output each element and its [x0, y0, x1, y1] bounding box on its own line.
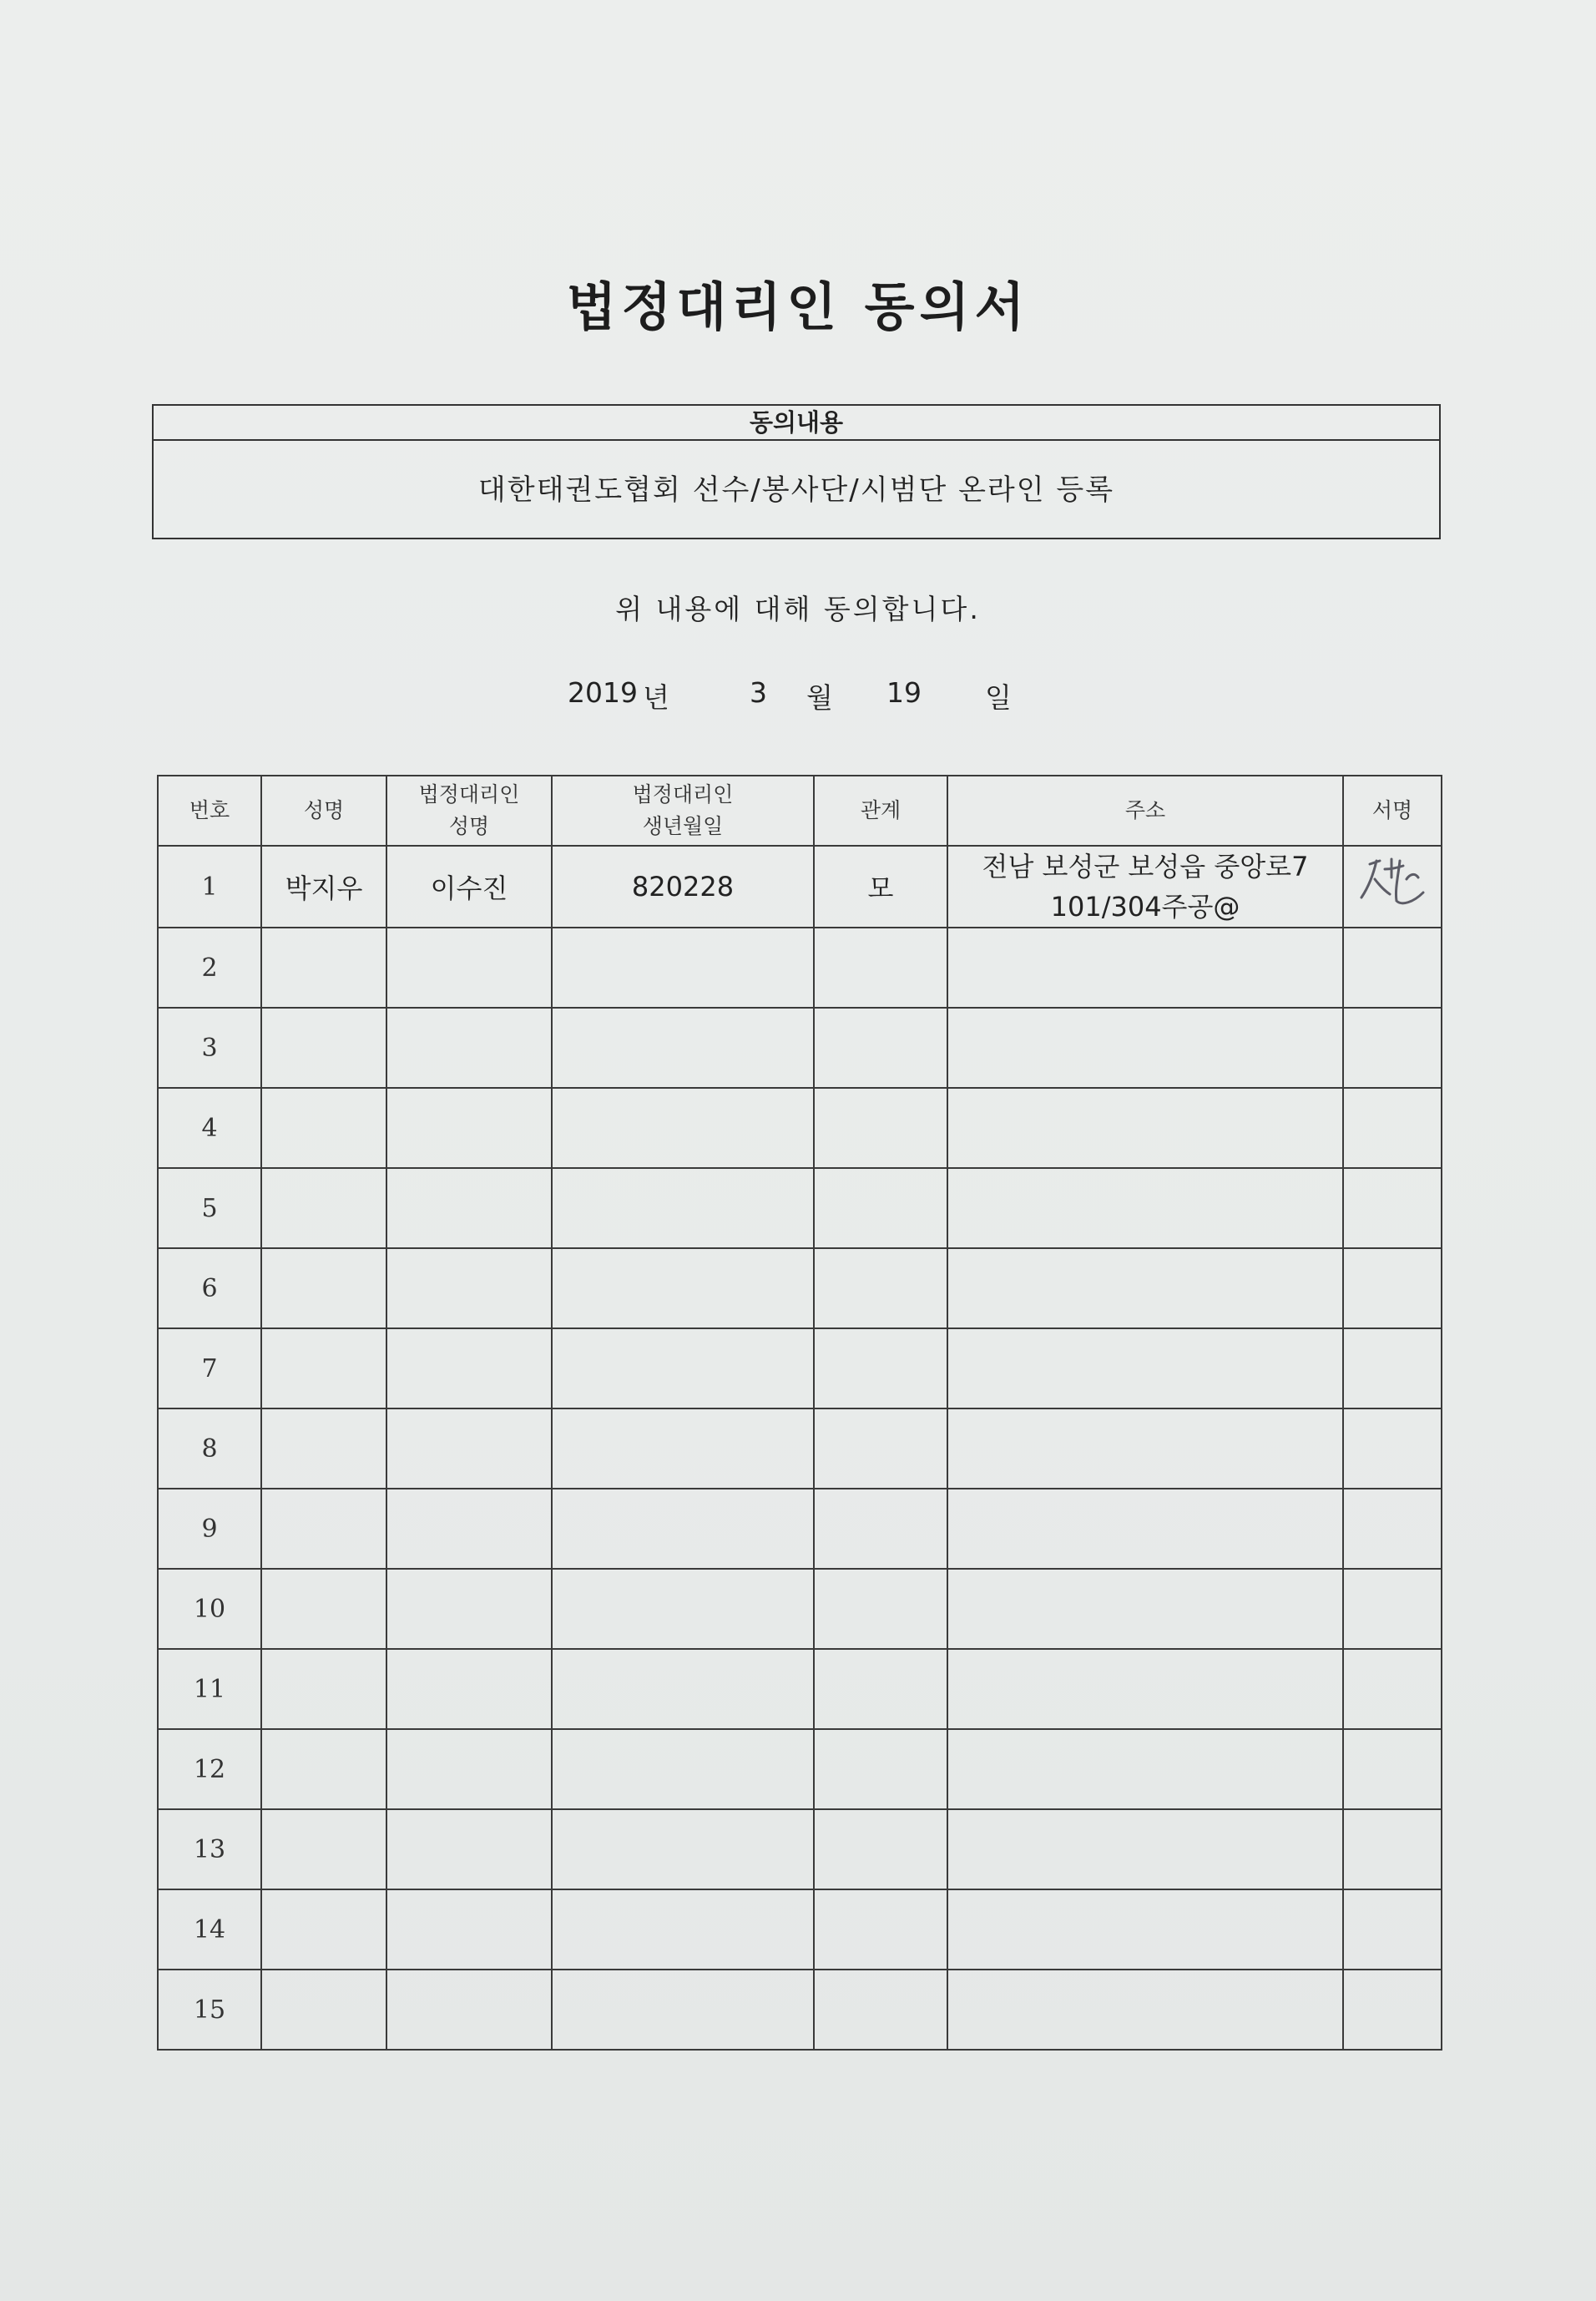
cell-guardian-birth	[552, 1489, 814, 1569]
handwritten-signature-icon	[1355, 854, 1430, 913]
table-header-row	[158, 776, 1442, 846]
cell-guardian-name: 이수진	[386, 846, 552, 928]
cell-signature	[1343, 1408, 1442, 1489]
cell-name: 박지우	[261, 846, 386, 928]
cell-number: 9	[158, 1489, 261, 1569]
cell-name	[261, 1729, 386, 1809]
cell-address	[947, 1729, 1343, 1809]
date-day: 19	[886, 676, 922, 709]
cell-guardian-birth	[552, 1088, 814, 1168]
table-row	[158, 1489, 1442, 1569]
cell-signature	[1343, 1569, 1442, 1649]
header-guardian-name	[386, 776, 552, 846]
cell-number: 4	[158, 1088, 261, 1168]
cell-number: 15	[158, 1970, 261, 2050]
cell-address	[947, 1889, 1343, 1970]
date-year: 2019	[568, 676, 638, 709]
table-row	[158, 1248, 1442, 1328]
cell-guardian-name	[386, 928, 552, 1008]
cell-relation	[814, 1889, 947, 1970]
cell-address	[947, 1649, 1343, 1729]
cell-guardian-birth	[552, 1649, 814, 1729]
cell-signature	[1343, 1088, 1442, 1168]
cell-guardian-name	[386, 1489, 552, 1569]
cell-number: 8	[158, 1408, 261, 1489]
cell-number: 3	[158, 1008, 261, 1088]
cell-address	[947, 1569, 1343, 1649]
cell-guardian-birth	[552, 1168, 814, 1248]
header-guardian-birth-line1: 법정대리인	[632, 782, 734, 807]
cell-address	[947, 1248, 1343, 1328]
cell-guardian-name	[386, 1809, 552, 1889]
header-name: 성명	[261, 776, 386, 846]
cell-guardian-birth	[552, 1889, 814, 1970]
cell-relation	[814, 1248, 947, 1328]
cell-guardian-birth	[552, 1408, 814, 1489]
cell-guardian-name	[386, 1088, 552, 1168]
header-number: 번호	[158, 776, 261, 846]
cell-signature	[1343, 1729, 1442, 1809]
cell-address	[947, 1088, 1343, 1168]
table-row	[158, 1649, 1442, 1729]
cell-name	[261, 1328, 386, 1408]
cell-relation	[814, 1008, 947, 1088]
header-guardian-birth-line2: 생년월일	[642, 814, 724, 838]
table-row	[158, 1809, 1442, 1889]
date-month-unit: 월	[806, 681, 833, 714]
cell-number: 10	[158, 1569, 261, 1649]
cell-signature	[1343, 1889, 1442, 1970]
table-row	[158, 1328, 1442, 1408]
cell-guardian-birth	[552, 1809, 814, 1889]
cell-guardian-birth	[552, 1008, 814, 1088]
consent-content-body: 대한태권도협회 선수/봉사단/시범단 온라인 등록	[477, 473, 1115, 507]
cell-address	[947, 1328, 1343, 1408]
cell-relation	[814, 1408, 947, 1489]
table-row	[158, 846, 1442, 928]
table-row	[158, 1408, 1442, 1489]
header-address: 주소	[947, 776, 1343, 846]
cell-name	[261, 1088, 386, 1168]
cell-number: 12	[158, 1729, 261, 1809]
date-year-unit: 년	[643, 681, 669, 714]
agreement-statement: 위 내용에 대해 동의합니다.	[615, 593, 981, 625]
table-row	[158, 1569, 1442, 1649]
cell-guardian-birth	[552, 1569, 814, 1649]
cell-address	[947, 1408, 1343, 1489]
cell-guardian-name	[386, 1328, 552, 1408]
cell-address	[947, 1008, 1343, 1088]
cell-signature	[1343, 1008, 1442, 1088]
cell-name	[261, 1889, 386, 1970]
table-row	[158, 1168, 1442, 1248]
cell-guardian-name	[386, 1569, 552, 1649]
cell-guardian-birth	[552, 1248, 814, 1328]
cell-relation: 모	[814, 846, 947, 928]
cell-number: 14	[158, 1889, 261, 1970]
header-guardian-name-line1: 법정대리인	[418, 782, 520, 807]
cell-address	[947, 1970, 1343, 2050]
cell-guardian-birth	[552, 1328, 814, 1408]
cell-relation	[814, 1729, 947, 1809]
cell-signature	[1343, 1248, 1442, 1328]
cell-relation	[814, 1328, 947, 1408]
cell-relation	[814, 1970, 947, 2050]
table-row	[158, 1008, 1442, 1088]
cell-relation	[814, 1649, 947, 1729]
cell-name	[261, 1248, 386, 1328]
cell-guardian-birth	[552, 928, 814, 1008]
cell-address	[947, 1809, 1343, 1889]
cell-relation	[814, 1168, 947, 1248]
cell-name	[261, 1569, 386, 1649]
cell-guardian-name	[386, 1248, 552, 1328]
consent-content-box	[152, 404, 1441, 539]
date-day-unit: 일	[985, 681, 1012, 714]
cell-signature	[1343, 1168, 1442, 1248]
cell-name	[261, 1970, 386, 2050]
date-month: 3	[750, 676, 767, 709]
header-guardian-birth	[552, 776, 814, 846]
cell-number: 2	[158, 928, 261, 1008]
cell-signature	[1343, 1489, 1442, 1569]
cell-address	[947, 846, 1343, 928]
cell-number: 7	[158, 1328, 261, 1408]
consent-content-header: 동의내용	[154, 406, 1439, 441]
cell-guardian-birth: 820228	[552, 846, 814, 928]
table-row	[158, 1088, 1442, 1168]
table-row	[158, 1889, 1442, 1970]
cell-number: 1	[158, 846, 261, 928]
table-row	[158, 928, 1442, 1008]
cell-relation	[814, 1569, 947, 1649]
cell-guardian-birth	[552, 1970, 814, 2050]
cell-relation	[814, 1809, 947, 1889]
cell-name	[261, 1649, 386, 1729]
cell-relation	[814, 928, 947, 1008]
cell-name	[261, 1489, 386, 1569]
cell-guardian-name	[386, 1008, 552, 1088]
cell-number: 6	[158, 1248, 261, 1328]
table-row	[158, 1970, 1442, 2050]
cell-guardian-name	[386, 1408, 552, 1489]
cell-address	[947, 1489, 1343, 1569]
cell-address	[947, 928, 1343, 1008]
cell-signature	[1343, 928, 1442, 1008]
header-guardian-name-line2: 성명	[448, 814, 490, 838]
header-signature: 서명	[1343, 776, 1442, 846]
cell-name	[261, 1008, 386, 1088]
cell-name	[261, 1408, 386, 1489]
cell-name	[261, 928, 386, 1008]
cell-signature	[1343, 1970, 1442, 2050]
cell-name	[261, 1168, 386, 1248]
cell-signature	[1343, 1649, 1442, 1729]
cell-signature	[1343, 1328, 1442, 1408]
cell-address	[947, 1168, 1343, 1248]
cell-guardian-name	[386, 1649, 552, 1729]
cell-guardian-name	[386, 1970, 552, 2050]
cell-address-line1: 전남 보성군 보성읍 중앙로7	[982, 851, 1309, 882]
cell-signature	[1343, 846, 1442, 928]
cell-number: 11	[158, 1649, 261, 1729]
cell-relation	[814, 1489, 947, 1569]
cell-address-line2: 101/304주공@	[1050, 891, 1240, 923]
cell-guardian-name	[386, 1168, 552, 1248]
cell-name	[261, 1809, 386, 1889]
document-title: 법정대리인 동의서	[566, 276, 1030, 337]
cell-guardian-name	[386, 1729, 552, 1809]
cell-guardian-birth	[552, 1729, 814, 1809]
cell-number: 5	[158, 1168, 261, 1248]
table-row	[158, 1729, 1442, 1809]
guardian-roster-table	[157, 775, 1442, 2051]
cell-number: 13	[158, 1809, 261, 1889]
cell-guardian-name	[386, 1889, 552, 1970]
cell-signature	[1343, 1809, 1442, 1889]
header-relation: 관계	[814, 776, 947, 846]
cell-relation	[814, 1088, 947, 1168]
